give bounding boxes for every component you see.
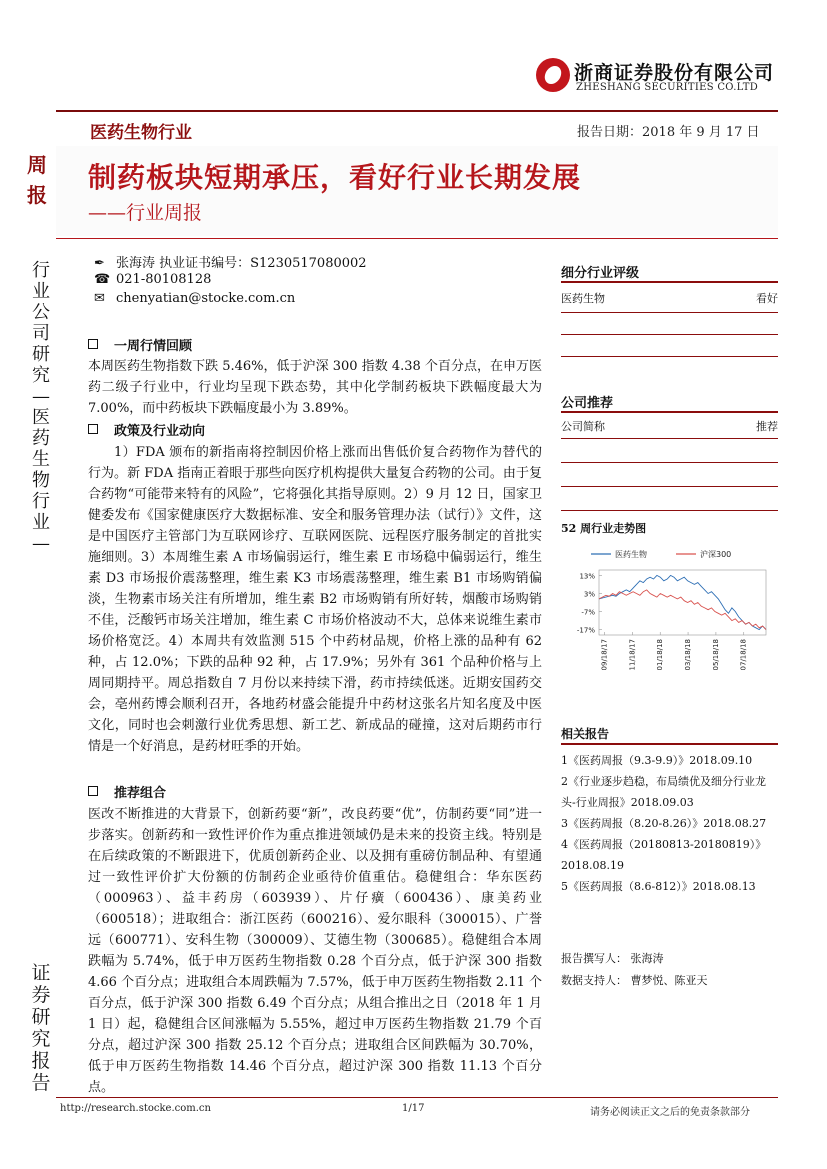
recommend-rule [561,462,778,463]
related-item[interactable]: 4《医药周报（20180813-20180819）》2018.08.19 [561,838,767,872]
section-body: 1）FDA 颁布的新指南将控制因价格上涨而出售低价复合药物作为替代的行为。新 FDA 指南正着眼于那些向医疗机构提供大量复合药物的公司。由于复合药物“可能带来特有的风险”，它将强化其指导原则。2）9 月 12 日，国家卫健委发布《国家健康医疗大数据标准、安全和服务管理办法（试行）》文件，这是中国医疗主管部门为互联网诊疗、互联网医院、远程医疗服务制定的首批实施细则。3）本周维生素 A 市场偏弱运行，维生素 E 市场稳中偏弱运行，维生素 D3 市场报价震荡整理，维生素 K3 市场震荡整理，维生素 B1 市场购销偏淡，生物素市场关注有所增加，维生素 B2 市场购销有所好转，烟酸市场购销不佳，泛酸钙市场关注增加，维生素 C 市场价格波动不大，总体来说维生素市场价格宽泛。4）本周共有效监测 515 个中药材品规，价格上涨的品种有 62 种，占 12.0%；下跌的品种 92 种，占 17.9%；另外有 361 个品种价格与上周同期持平。周总指数自 7 月份以来持续下滑，药市持续低迷。近期安国药交会，亳州药博会顺利召开，各地药材盛会能提升中药材这张名片知名度及中医文化，同时也会刺激行业优秀思想、新工艺、新成品的碰撞，这对后期药市行情是一个好消息，是药材旺季的开始。 [88,445,542,754]
related-item[interactable]: 2《行业逐步趋稳，布局绩优及细分行业龙头-行业周报》2018.09.03 [561,775,766,809]
related-item[interactable]: 3《医药周报（8.20-8.26）》2018.08.27 [561,817,767,830]
series-line-csi300 [599,590,766,630]
recommend-rule [561,411,778,413]
rating-row [561,290,778,306]
recommend-rule [561,510,778,511]
related-list [561,750,778,897]
recommend-col2: 推荐 [756,420,778,433]
report-date: 报告日期：2018 年 9 月 17 日 [577,125,760,140]
x-tick-label: 01/18/18 [656,639,665,671]
side-label-bottom: 证券研究报告 [31,962,51,1094]
email-row [94,291,295,306]
page-title: 制药板块短期承压，看好行业长期发展 [88,161,582,194]
rating-rule [561,356,778,357]
section-body: 本周医药生物指数下跌 5.46%，低于沪深 300 指数 4.38 个百分点，在申万医药二级子行业中，行业均呈现下跌态势，其中化学制药板块下跌幅度最大为 7.00%，而中药板块下跌幅度最小为 3.89%。 [88,359,542,416]
related-heading: 相关报告 [561,727,610,741]
y-tick-label: -7% [581,608,595,617]
x-tick-label: 09/18/17 [600,639,609,671]
y-tick-label: -17% [576,626,595,635]
chart-title: 52 周行业走势图 [561,522,647,535]
analyst-email[interactable]: chenyatian@stocke.com.cn [116,291,296,306]
footer-url[interactable]: http://research.stocke.com.cn [60,1103,211,1114]
recommend-heading: 公司推荐 [561,396,614,411]
phone-row [94,272,211,287]
checkbox-icon [88,786,98,796]
company-name-en: ZHESHANG SECURITIES CO.LTD [576,82,759,93]
legend-label: 沪深300 [700,550,732,559]
section-heading: 一周行情回顾 [88,335,192,354]
plot-frame [599,570,766,635]
page-subtitle: ——行业周报 [88,202,203,224]
related-rule [561,743,778,745]
y-tick-label: 3% [583,590,595,599]
rating-heading: 细分行业评级 [561,266,640,281]
checkbox-icon [88,339,98,349]
analyst-phone: 021-80108128 [116,272,212,287]
rating-industry: 医药生物 [561,292,605,305]
rating-rule [561,334,778,335]
legend-label: 医药生物 [615,550,647,559]
section-body: 医改不断推进的大背景下，创新药要“新”，改良药要“优”，仿制药要“同”进一步落实。创新药和一致性评价作为重点推进领域仍是未来的投资主线。特别是在后续政策的不断跟进下，优质创新药企业、以及拥有重磅仿制品种、有望通过一致性评价扩大份额的仿制药企业亟待价值重估。稳健组合：华东医药（000963）、益丰药房（603939）、片仔癀（600436）、康美药业（600518）；进取组合：浙江医药（600216）、爱尔眼科（300015）、广誉远（600771）、安科生物（300009）、艾德生物（300685）。稳健组合本周跌幅为 5.74%，低于申万医药生物指数 0.28 个百分点，低于沪深 300 指数 4.66 个百分点；进取组合本周跌幅为 7.57%，低于申万医药生物指数 2.11 个百分点，低于沪深 300 指数 6.49 个百分点；从组合推出之日（2018 年 1 月 1 日）起，稳健组合区间涨幅为 5.55%，超过申万医药生物指数 21.79 个百分点，超过沪深 300 指数 25.12 个百分点；进取组合区间跌幅为 30.70%，低于申万医药生物指数 14.46 个百分点，超过沪深 300 指数 11.13 个百分点。 [88,807,542,1095]
analyst-row [94,252,367,271]
recommend-rule [561,438,778,439]
y-tick-label: 13% [579,572,595,581]
recommend-header-row [561,418,778,434]
checkbox-icon [88,424,98,434]
phone-icon: ☎ [94,272,111,287]
footer-disclaimer: 请务必阅读正文之后的免责条款部分 [590,1107,750,1118]
analyst-name: 张海涛 执业证书编号：S1230517080002 [116,256,367,271]
footer-rule [56,1097,778,1098]
side-label-vertical: 行业公司研究—医药生物行业— [32,260,50,554]
related-item[interactable]: 1《医药周报（9.3-9.9）》2018.09.10 [561,754,753,767]
page-number: 1/17 [402,1103,425,1114]
x-tick-label: 11/18/17 [628,639,637,671]
rating-rule [561,312,778,313]
section-heading: 政策及行业动向 [88,420,205,439]
mail-icon: ✉ [94,291,105,306]
recommend-rule [561,486,778,487]
pen-icon: ✒ [94,256,105,271]
related-item[interactable]: 5《医药周报（8.6-812）》2018.08.13 [561,880,756,893]
side-label-top: 周报 [27,153,47,207]
section-heading: 推荐组合 [88,782,166,801]
x-tick-label: 05/18/18 [711,639,720,671]
rating-rule [561,281,778,283]
report-writer: 报告撰写人： 张海涛 [561,952,664,965]
title-rule [56,238,778,239]
data-support: 数据支持人： 曹梦悦、陈亚天 [561,974,708,987]
rating-value: 看好 [756,292,778,305]
x-tick-label: 07/18/18 [739,639,748,671]
x-tick-label: 03/18/18 [684,639,693,671]
company-logo-icon [536,58,570,92]
sector-label: 医药生物行业 [90,123,192,143]
company-name-cn: 浙商证券股份有限公司 [574,62,775,84]
trend-chart [561,540,778,680]
recommend-col1: 公司简称 [561,420,605,433]
